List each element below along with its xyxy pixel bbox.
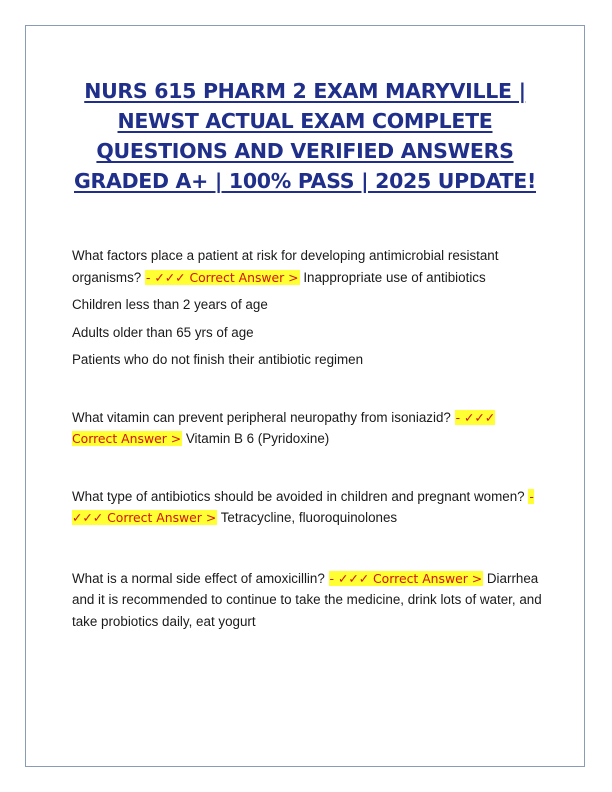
correct-answer-label: - ✓✓✓ Correct Answer > — [72, 409, 496, 446]
question-text: What type of antibiotics should be avoided in children and pregnant women? — [72, 488, 525, 504]
answer-extra-line: Adults older than 65 yrs of age — [72, 324, 254, 340]
correct-answer-label: - ✓✓✓ Correct Answer > — [329, 570, 483, 586]
answer-extra-line: Patients who do not finish their antibiotic regimen — [72, 352, 364, 367]
answer-text: Vitamin B 6 (Pyridoxine) — [185, 431, 330, 446]
correct-answer-label: - ✓✓✓ Correct Answer > — [145, 269, 299, 285]
qa-item-4 — [72, 568, 544, 633]
question-text: What factors place a patient at risk for developing antimicrobial resistant organisms? — [72, 248, 499, 285]
answer-text: Inappropriate use of antibiotics — [303, 269, 486, 285]
qa-item-1 — [72, 245, 544, 288]
answer-text: Diarrhea and it is recommended to continue to take the medicine, drink lots of water, and take probiotics daily, eat yogurt — [72, 570, 542, 629]
answer-extra-line: Children less than 2 years of age — [72, 297, 268, 312]
question-text: What is a normal side effect of amoxicillin? — [72, 570, 325, 586]
qa-item-2 — [72, 407, 544, 450]
document-title: NURS 615 PHARM 2 EXAM MARYVILLE | NEWST ACTUAL EXAM COMPLETE QUESTIONS AND VERIFIED ANSWERS GRADED A+ | 100% PASS | 2025 UPDATE! — [74, 79, 536, 193]
answer-text: Tetracycline, fluoroquinolones — [220, 510, 398, 525]
qa-item-3 — [72, 486, 544, 529]
qa-content — [72, 245, 544, 632]
question-text: What vitamin can prevent peripheral neuropathy from isoniazid? — [72, 409, 451, 425]
correct-answer-label: - ✓✓✓ Correct Answer > — [72, 488, 534, 525]
